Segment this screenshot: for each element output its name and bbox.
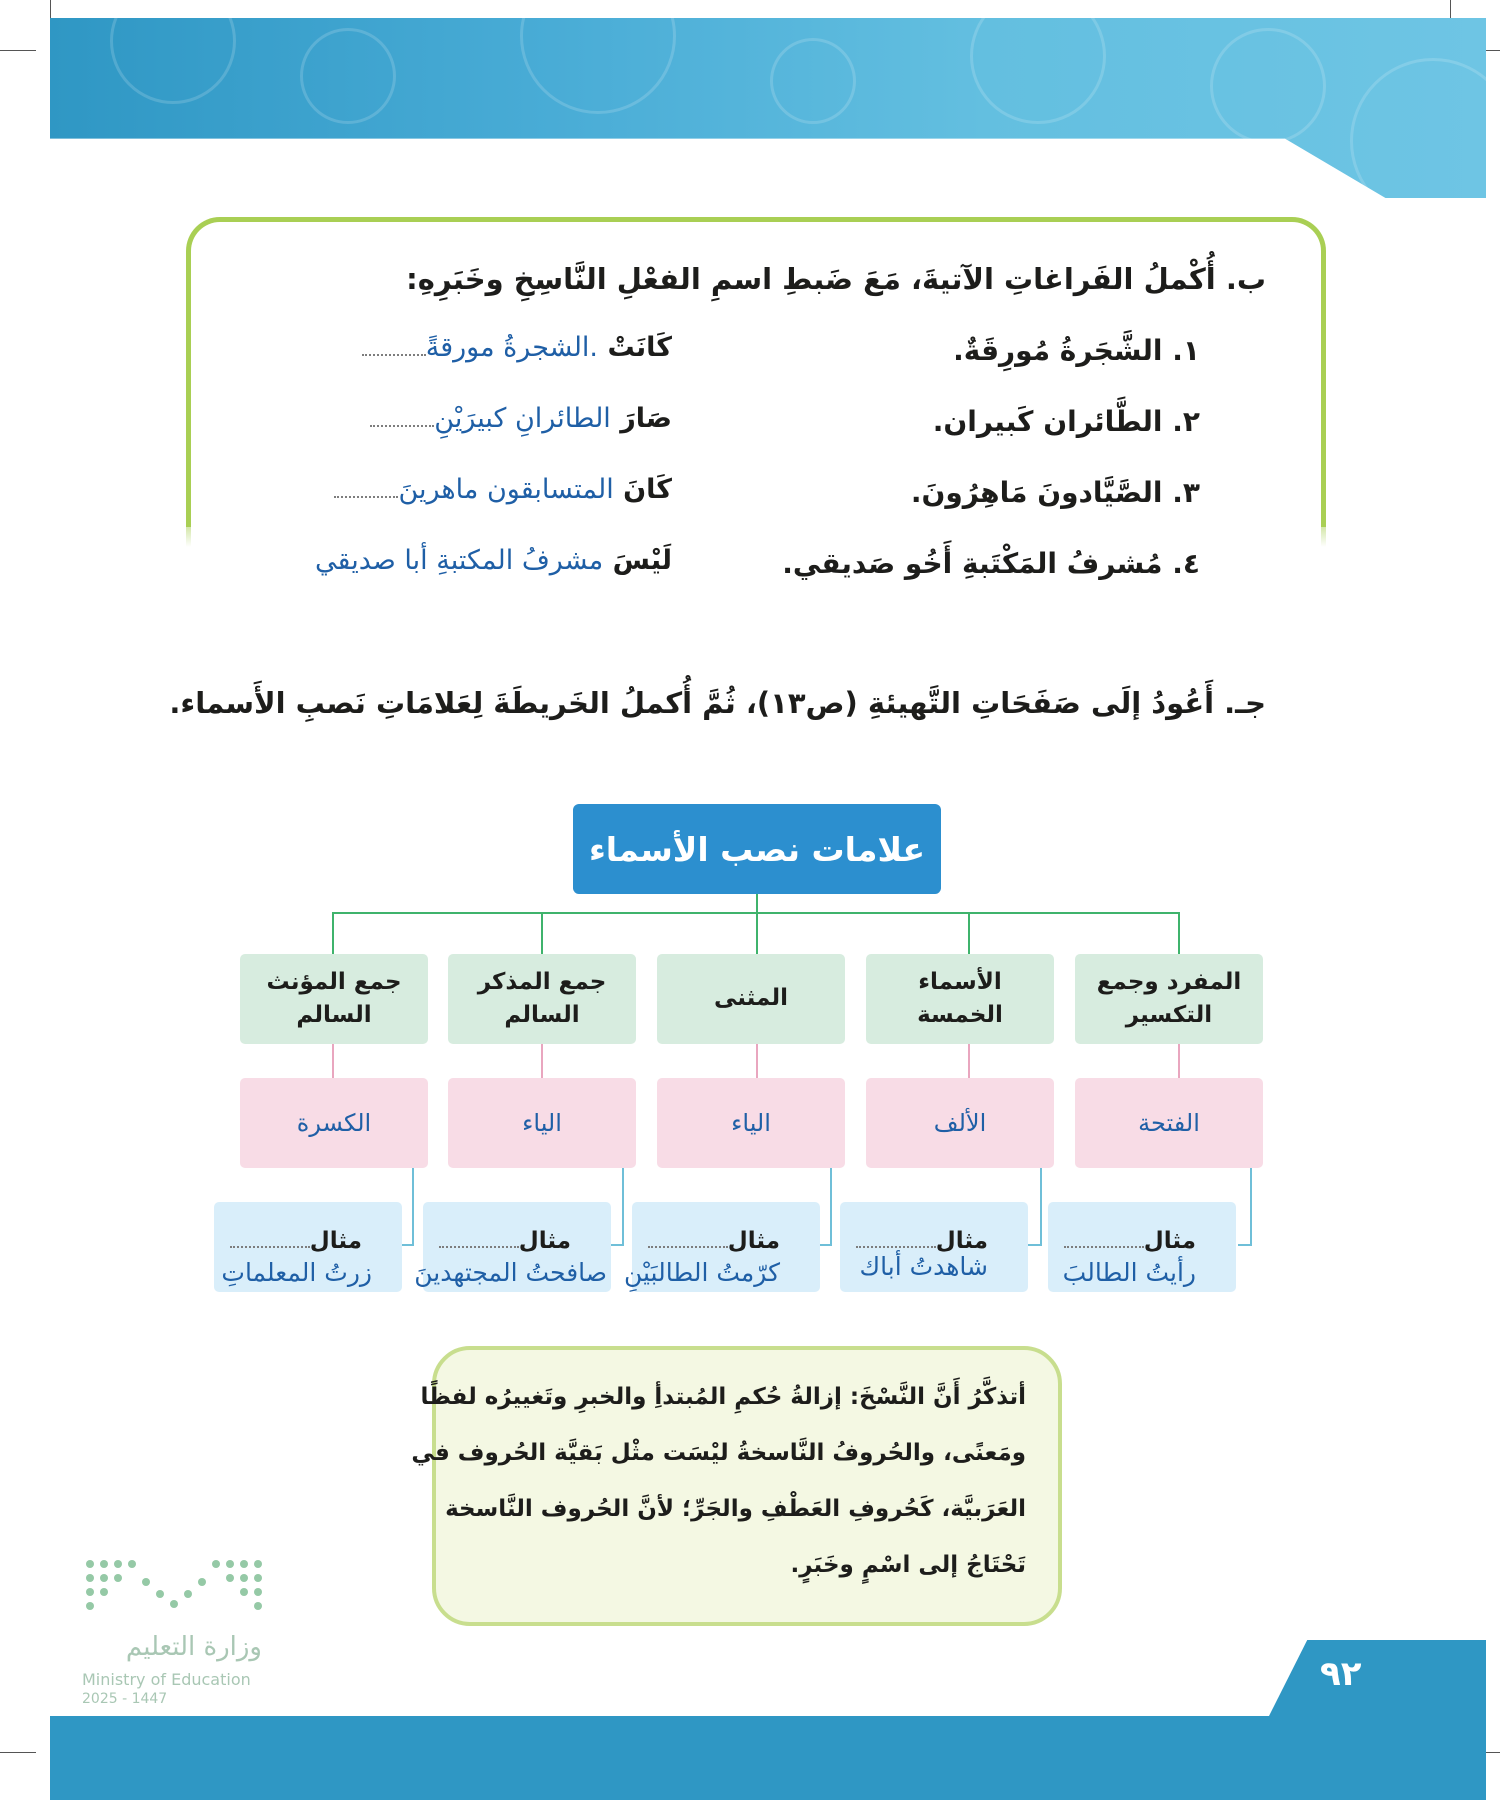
- mark-box: [448, 1078, 636, 1168]
- answer-text: المتسابقون ماهرينَ: [398, 474, 614, 505]
- example-dots: [648, 1246, 728, 1248]
- connector-line: [610, 1244, 624, 1246]
- logo-year: 2025 - 1447: [82, 1691, 168, 1707]
- answer-verb: صَارَ: [620, 403, 672, 434]
- category-line: الخمسة: [917, 1002, 1003, 1028]
- category-line: التكسير: [1125, 1002, 1213, 1028]
- category-line: المفرد وجمع: [1096, 968, 1242, 995]
- answer-verb: لَيْسَ: [612, 545, 672, 576]
- crop-mark: [0, 1752, 36, 1753]
- note-line: ومَعنًى، والحُروفُ النَّاسخةُ ليْسَت مثْل بَقيَّة الحُروف في: [411, 1440, 1026, 1466]
- mark-box: [1075, 1078, 1263, 1168]
- logo-english-name: Ministry of Education: [82, 1670, 251, 1689]
- mark-label: الكسرة: [296, 1109, 372, 1137]
- answer-verb: كَانَ: [623, 474, 672, 505]
- crop-mark: [50, 0, 51, 18]
- category-line: الأسماء: [918, 968, 1002, 995]
- mark-box: [240, 1078, 428, 1168]
- answer-text: .الشجرةُ مورقةً: [425, 332, 599, 363]
- category-box: [240, 954, 428, 1044]
- example-dots: [230, 1246, 310, 1248]
- example-box: [623, 1202, 820, 1292]
- category-line: جمع المذكر: [477, 968, 607, 995]
- exercise-b-answer: [315, 545, 672, 576]
- connector-line: [1178, 1044, 1180, 1078]
- example-label: مثال: [1143, 1228, 1196, 1254]
- connector-line: [968, 912, 970, 954]
- connector-line: [622, 1168, 624, 1246]
- reminder-note: [411, 1346, 1062, 1626]
- exercise-b-sentence: ٣. الصَّيَّادونَ مَاهِرُونَ.: [910, 476, 1200, 509]
- footer-band: [50, 1640, 1486, 1800]
- answer-verb: كَانَتْ: [607, 332, 672, 363]
- exercise-b-sentence: ٢. الطَّائران كَبيران.: [932, 405, 1200, 438]
- example-value: صافحتُ المجتهدينَ: [414, 1258, 607, 1287]
- example-box: [214, 1202, 402, 1292]
- connector-line: [830, 1168, 832, 1246]
- connector-line: [541, 1044, 543, 1078]
- note-line: أتذكَّرُ أَنَّ النَّسْخَ: إزالةُ حُكمِ المُبتدأِ والخبرِ وتَغييرُه لفظًا: [420, 1384, 1026, 1410]
- header-banner: [50, 18, 1486, 198]
- exercise-c-prompt: جـ. أَعُودُ إلَى صَفَحَاتِ التَّهيئةِ (ص١٣)، ثُمَّ أُكملُ الخَريطَةَ لِعَلامَاتِ نَصبِ الأَسماء.: [169, 686, 1266, 720]
- answer-text: مشرفُ المكتبةِ أبا صديقي: [315, 545, 604, 576]
- connector-line: [1250, 1168, 1252, 1246]
- connector-line: [412, 1168, 414, 1246]
- example-box: [414, 1202, 611, 1292]
- page-number: ٩٢: [1320, 1654, 1362, 1694]
- example-dots: [1064, 1246, 1144, 1248]
- mark-label: الياء: [522, 1109, 562, 1137]
- example-box: [1048, 1202, 1236, 1292]
- example-value: رأيتُ الطالبَ: [1062, 1258, 1196, 1287]
- mark-box: [866, 1078, 1054, 1168]
- connector-line: [1178, 912, 1180, 954]
- category-box: [448, 954, 636, 1044]
- category-line: السالم: [296, 1002, 372, 1028]
- answer-dots: [334, 482, 398, 498]
- logo-dots-icon: [86, 1560, 266, 1620]
- example-label: مثال: [727, 1228, 780, 1254]
- exercise-b-answer: [368, 403, 672, 434]
- note-line: العَرَبيَّة، كَحُروفِ العَطْفِ والجَرِّ؛ لأنَّ الحُروف النَّاسخة: [445, 1496, 1026, 1522]
- example-value: زرتُ المعلماتِ: [221, 1258, 372, 1287]
- mark-label: الألف: [933, 1109, 987, 1137]
- category-box: [657, 954, 845, 1044]
- mark-label: الياء: [731, 1109, 771, 1137]
- example-label: مثال: [935, 1228, 988, 1254]
- connector-line: [332, 912, 334, 954]
- category-line: جمع المؤنث: [266, 968, 402, 995]
- connector-line: [968, 1044, 970, 1078]
- mark-box: [657, 1078, 845, 1168]
- category-line: المثنى: [714, 985, 788, 1012]
- mark-label: الفتحة: [1138, 1109, 1200, 1137]
- connector-line: [400, 1244, 414, 1246]
- connector-line: [818, 1244, 832, 1246]
- concept-map-root: [573, 804, 941, 894]
- connector-line: [332, 1044, 334, 1078]
- connector-line: [756, 1044, 758, 1078]
- connector-line: [1028, 1244, 1042, 1246]
- connector-line: [756, 894, 758, 914]
- answer-dots: [370, 411, 434, 427]
- example-value: شاهدتُ أباك: [859, 1252, 988, 1281]
- answer-text: الطائرانِ كبيرَيْنِ: [434, 403, 611, 434]
- exercise-b-prompt: ب. أُكْملُ الفَراغاتِ الآتيةَ، مَعَ ضَبطِ اسمِ الفعْلِ النَّاسِخِ وخَبَرِهِ:: [406, 262, 1266, 296]
- category-box: [1075, 954, 1263, 1044]
- crop-mark: [0, 50, 36, 51]
- note-line: تَحْتَاجُ إلى اسْمٍ وخَبَرٍ.: [790, 1552, 1026, 1578]
- category-box: [866, 954, 1054, 1044]
- connector-line: [541, 912, 543, 954]
- example-value: كرّمتُ الطالبَيْنِ: [623, 1258, 780, 1287]
- exercise-b-answer: [332, 474, 672, 505]
- exercise-b-sentence: ١. الشَّجَرةُ مُورِقَةٌ.: [953, 334, 1200, 367]
- crop-mark: [1450, 0, 1451, 18]
- connector-line: [1238, 1244, 1252, 1246]
- exercise-b-sentence: ٤. مُشرفُ المَكْتَبةِ أَخُو صَديقي.: [782, 547, 1200, 580]
- example-box: [840, 1202, 1028, 1292]
- logo-arabic-name: وزارة التعليم: [125, 1632, 262, 1662]
- concept-map-root-label: علامات نصب الأسماء: [588, 829, 926, 869]
- example-label: مثال: [518, 1228, 571, 1254]
- connector-line: [756, 912, 758, 954]
- connector-line: [1040, 1168, 1042, 1246]
- exercise-b-answer: [360, 332, 672, 363]
- example-dots: [856, 1246, 936, 1248]
- category-line: السالم: [504, 1002, 580, 1028]
- example-dots: [439, 1246, 519, 1248]
- answer-dots: [362, 340, 426, 356]
- example-label: مثال: [309, 1228, 362, 1254]
